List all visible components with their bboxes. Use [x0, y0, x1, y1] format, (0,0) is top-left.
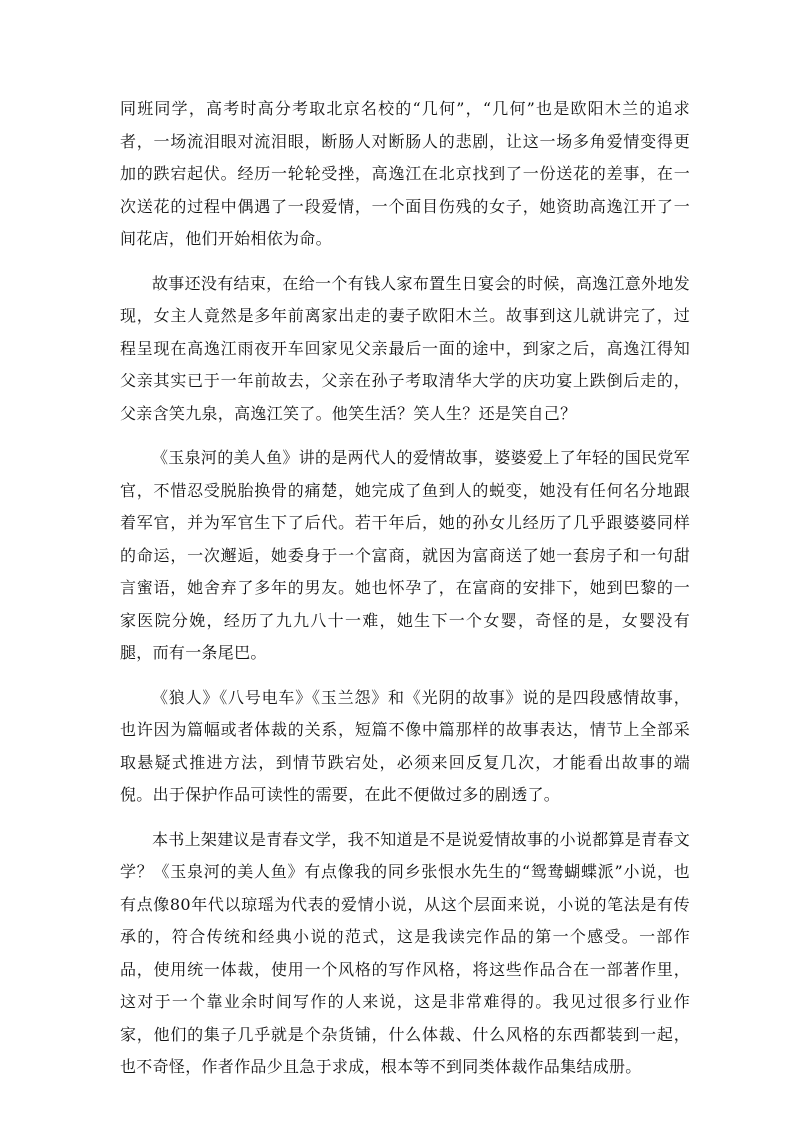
paragraph-continued: 同班同学，高考时高分考取北京名校的“几何”，“几何”也是欧阳木兰的追求者，一场流泪眼对流泪眼，断肠人对断肠人的悲剧，让这一场多角爱情变得更加的跌宕起伏。经历一轮轮受挫，高逸江在北京找到了一份送花的差事，在一次送花的过程中偶遇了一段爱情，一个面目伤残的女子，她资助高逸江开了一间花店，他们开始相依为命。	[120, 99, 690, 248]
paragraph: 《玉泉河的美人鱼》讲的是两代人的爱情故事，婆婆爱上了年轻的国民党军官，不惜忍受脱胎换骨的痛楚，她完成了鱼到人的蜕变，她没有任何名分地跟着军官，并为军官生下了后代。若干年后，她的孙女儿经历了几乎跟婆婆同样的命运，一次邂逅，她委身于一个富商，就因为富商送了她一套房子和一句甜言蜜语，她舍弃了多年的男友。她也怀孕了，在富商的安排下，她到巴黎的一家医院分娩，经历了九九八十一难，她生下一个女婴，奇怪的是，女婴没有腿，而有一条尾巴。	[120, 448, 690, 662]
body-text	[120, 93, 690, 1096]
paragraph: 《狼人》《八号电车》《玉兰怨》和《光阴的故事》说的是四段感情故事，也许因为篇幅或者体裁的关系，短篇不像中篇那样的故事表达，情节上全部采取悬疑式推进方法，到情节跌宕处，必须来回反复几次，才能看出故事的端倪。出于保护作品可读性的需要，在此不便做过多的剧透了。	[120, 687, 690, 804]
paragraph: 故事还没有结束，在给一个有钱人家布置生日宴会的时候，高逸江意外地发现，女主人竟然是多年前离家出走的妻子欧阳木兰。故事到这儿就讲完了，过程呈现在高逸江雨夜开车回家见父亲最后一面的途中，到家之后，高逸江得知父亲其实已于一年前故去，父亲在孙子考取清华大学的庆功宴上跌倒后走的，父亲含笑九泉，高逸江笑了。他笑生活？笑人生？还是笑自己？	[120, 273, 690, 423]
paragraph: 本书上架建议是青春文学，我不知道是不是说爱情故事的小说都算是青春文学？《玉泉河的美人鱼》有点像我的同乡张恨水先生的“鸳鸯蝴蝶派”小说，也有点像80年代以琼瑶为代表的爱情小说，从这个层面来说，小说的笔法是有传承的，符合传统和经典小说的范式，这是我读完作品的第一个感受。一部作品，使用统一体裁，使用一个风格的写作风格，将这些作品合在一部著作里，这对于一个靠业余时间写作的人来说，这是非常难得的。我见过很多行业作家，他们的集子几乎就是个杂货铺，什么体裁、什么风格的东西都装到一起，也不奇怪，作者作品少且急于求成，根本等不到同类体裁作品集结成册。	[120, 829, 690, 1076]
